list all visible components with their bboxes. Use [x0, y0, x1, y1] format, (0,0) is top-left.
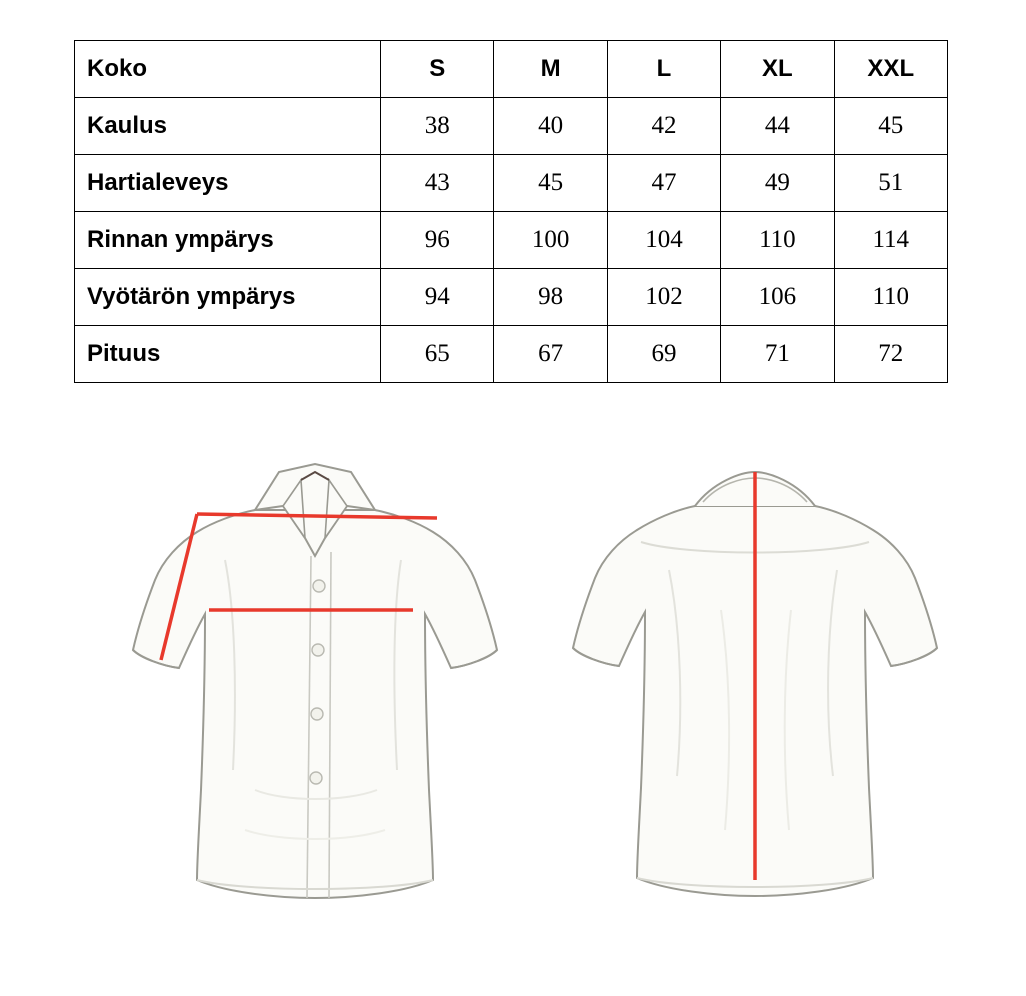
cell-kaulus-l: 42 [607, 98, 720, 155]
illustration-area [0, 410, 1026, 970]
table-row [75, 212, 948, 269]
cell-vyotaron-ymparys-l: 102 [607, 269, 720, 326]
shirt-back-view [545, 410, 965, 970]
table-header-xl: XL [721, 41, 834, 98]
button-icon [310, 772, 322, 784]
row-label-vyotaron-ymparys: Vyötärön ympärys [75, 269, 381, 326]
cell-pituus-m: 67 [494, 326, 607, 383]
cell-pituus-s: 65 [381, 326, 494, 383]
cell-vyotaron-ymparys-m: 98 [494, 269, 607, 326]
table-row [75, 98, 948, 155]
table-row [75, 269, 948, 326]
table-header-koko: Koko [75, 41, 381, 98]
shirt-front-outline [133, 464, 497, 898]
size-table-container [74, 40, 948, 383]
cell-kaulus-s: 38 [381, 98, 494, 155]
cell-hartialeveys-l: 47 [607, 155, 720, 212]
cell-hartialeveys-m: 45 [494, 155, 607, 212]
cell-rinnan-ymparys-m: 100 [494, 212, 607, 269]
row-label-pituus: Pituus [75, 326, 381, 383]
button-icon [312, 644, 324, 656]
cell-kaulus-xl: 44 [721, 98, 834, 155]
cell-pituus-l: 69 [607, 326, 720, 383]
row-label-rinnan-ymparys: Rinnan ympärys [75, 212, 381, 269]
cell-vyotaron-ymparys-xxl: 110 [834, 269, 947, 326]
table-header-s: S [381, 41, 494, 98]
cell-rinnan-ymparys-l: 104 [607, 212, 720, 269]
cell-hartialeveys-xl: 49 [721, 155, 834, 212]
cell-hartialeveys-xxl: 51 [834, 155, 947, 212]
button-icon [313, 580, 325, 592]
shirt-front-view [105, 410, 525, 970]
table-header-row [75, 41, 948, 98]
row-label-hartialeveys: Hartialeveys [75, 155, 381, 212]
table-header-m: M [494, 41, 607, 98]
row-label-kaulus: Kaulus [75, 98, 381, 155]
cell-vyotaron-ymparys-s: 94 [381, 269, 494, 326]
cell-vyotaron-ymparys-xl: 106 [721, 269, 834, 326]
button-icon [311, 708, 323, 720]
table-header-l: L [607, 41, 720, 98]
cell-rinnan-ymparys-xl: 110 [721, 212, 834, 269]
table-header-xxl: XXL [834, 41, 947, 98]
cell-pituus-xl: 71 [721, 326, 834, 383]
table-row [75, 155, 948, 212]
cell-pituus-xxl: 72 [834, 326, 947, 383]
cell-rinnan-ymparys-s: 96 [381, 212, 494, 269]
cell-kaulus-m: 40 [494, 98, 607, 155]
cell-hartialeveys-s: 43 [381, 155, 494, 212]
size-table [74, 40, 948, 383]
cell-rinnan-ymparys-xxl: 114 [834, 212, 947, 269]
cell-kaulus-xxl: 45 [834, 98, 947, 155]
table-row [75, 326, 948, 383]
